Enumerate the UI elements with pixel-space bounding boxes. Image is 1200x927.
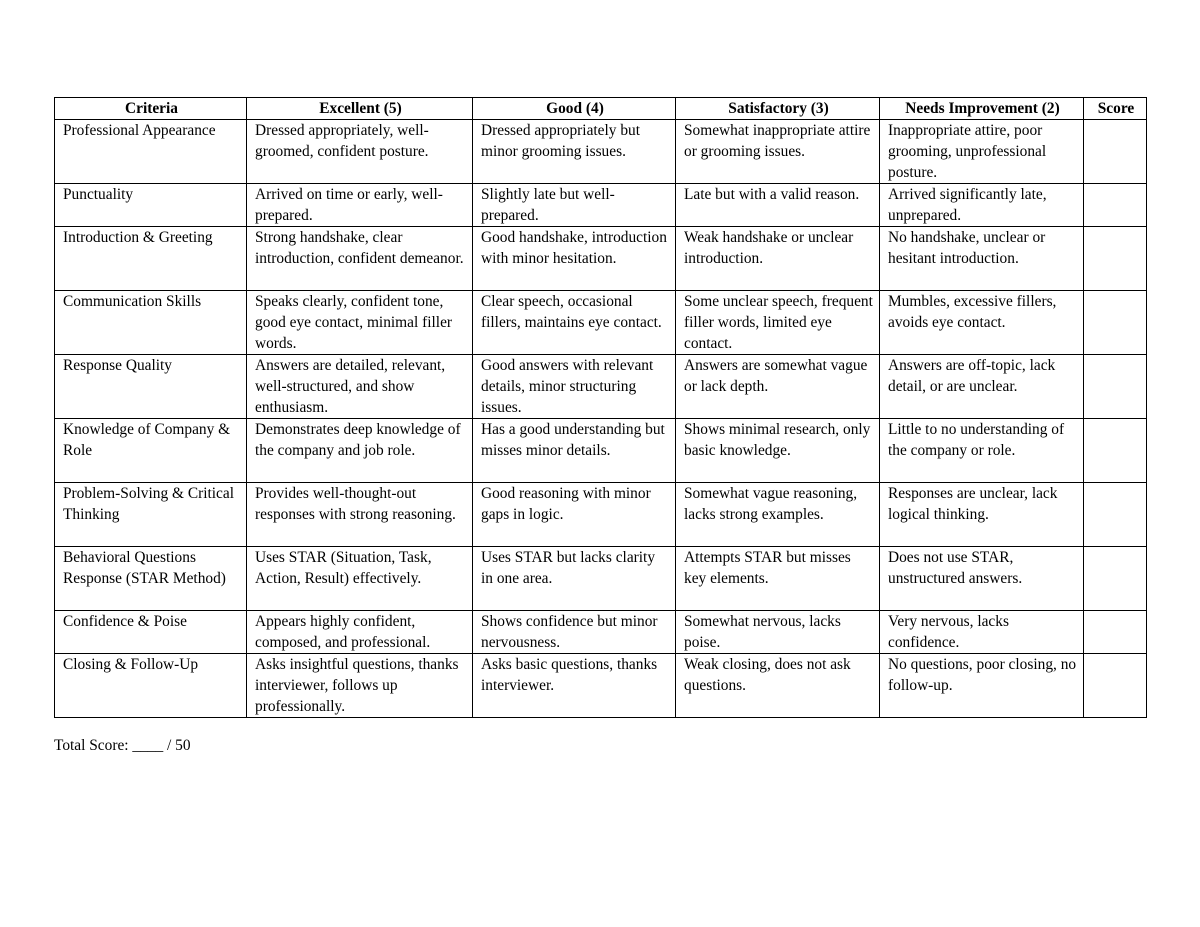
- header-excellent: Excellent (5): [247, 98, 473, 120]
- header-criteria: Criteria: [55, 98, 247, 120]
- excellent-cell: Dressed appropriately, well-groomed, confident posture.: [247, 120, 473, 184]
- criteria-cell: Confidence & Poise: [55, 611, 247, 654]
- needs-improvement-cell: Little to no understanding of the company or role.: [880, 419, 1084, 483]
- table-row: [55, 291, 1147, 355]
- table-row: [55, 483, 1147, 547]
- good-cell: Clear speech, occasional fillers, maintains eye contact.: [473, 291, 676, 355]
- score-cell[interactable]: [1084, 120, 1147, 184]
- score-cell[interactable]: [1084, 355, 1147, 419]
- needs-improvement-cell: Mumbles, excessive fillers, avoids eye contact.: [880, 291, 1084, 355]
- needs-improvement-cell: No handshake, unclear or hesitant introduction.: [880, 227, 1084, 291]
- needs-improvement-cell: Does not use STAR, unstructured answers.: [880, 547, 1084, 611]
- needs-improvement-cell: Very nervous, lacks confidence.: [880, 611, 1084, 654]
- good-cell: Asks basic questions, thanks interviewer.: [473, 654, 676, 718]
- header-score: Score: [1084, 98, 1147, 120]
- needs-improvement-cell: No questions, poor closing, no follow-up.: [880, 654, 1084, 718]
- good-cell: Uses STAR but lacks clarity in one area.: [473, 547, 676, 611]
- criteria-cell: Punctuality: [55, 184, 247, 227]
- score-cell[interactable]: [1084, 611, 1147, 654]
- good-cell: Good handshake, introduction with minor hesitation.: [473, 227, 676, 291]
- table-row: [55, 419, 1147, 483]
- satisfactory-cell: Weak handshake or unclear introduction.: [676, 227, 880, 291]
- score-cell[interactable]: [1084, 291, 1147, 355]
- table-row: [55, 227, 1147, 291]
- needs-improvement-cell: Arrived significantly late, unprepared.: [880, 184, 1084, 227]
- good-cell: Dressed appropriately but minor grooming issues.: [473, 120, 676, 184]
- header-row: [55, 98, 1147, 120]
- score-cell[interactable]: [1084, 419, 1147, 483]
- excellent-cell: Strong handshake, clear introduction, confident demeanor.: [247, 227, 473, 291]
- criteria-cell: Professional Appearance: [55, 120, 247, 184]
- criteria-cell: Response Quality: [55, 355, 247, 419]
- criteria-cell: Problem-Solving & Critical Thinking: [55, 483, 247, 547]
- table-row: [55, 120, 1147, 184]
- satisfactory-cell: Somewhat vague reasoning, lacks strong examples.: [676, 483, 880, 547]
- header-good: Good (4): [473, 98, 676, 120]
- header-needs-improvement: Needs Improvement (2): [880, 98, 1084, 120]
- satisfactory-cell: Attempts STAR but misses key elements.: [676, 547, 880, 611]
- needs-improvement-cell: Responses are unclear, lack logical thinking.: [880, 483, 1084, 547]
- satisfactory-cell: Answers are somewhat vague or lack depth.: [676, 355, 880, 419]
- good-cell: Good answers with relevant details, minor structuring issues.: [473, 355, 676, 419]
- excellent-cell: Demonstrates deep knowledge of the company and job role.: [247, 419, 473, 483]
- excellent-cell: Appears highly confident, composed, and professional.: [247, 611, 473, 654]
- needs-improvement-cell: Answers are off-topic, lack detail, or are unclear.: [880, 355, 1084, 419]
- excellent-cell: Uses STAR (Situation, Task, Action, Result) effectively.: [247, 547, 473, 611]
- excellent-cell: Asks insightful questions, thanks interviewer, follows up professionally.: [247, 654, 473, 718]
- satisfactory-cell: Some unclear speech, frequent filler words, limited eye contact.: [676, 291, 880, 355]
- score-cell[interactable]: [1084, 227, 1147, 291]
- table-row: [55, 611, 1147, 654]
- excellent-cell: Provides well-thought-out responses with strong reasoning.: [247, 483, 473, 547]
- table-row: [55, 184, 1147, 227]
- good-cell: Shows confidence but minor nervousness.: [473, 611, 676, 654]
- table-row: [55, 547, 1147, 611]
- criteria-cell: Knowledge of Company & Role: [55, 419, 247, 483]
- satisfactory-cell: Somewhat inappropriate attire or grooming issues.: [676, 120, 880, 184]
- criteria-cell: Communication Skills: [55, 291, 247, 355]
- satisfactory-cell: Shows minimal research, only basic knowledge.: [676, 419, 880, 483]
- good-cell: Good reasoning with minor gaps in logic.: [473, 483, 676, 547]
- satisfactory-cell: Late but with a valid reason.: [676, 184, 880, 227]
- good-cell: Has a good understanding but misses minor details.: [473, 419, 676, 483]
- satisfactory-cell: Weak closing, does not ask questions.: [676, 654, 880, 718]
- score-cell[interactable]: [1084, 654, 1147, 718]
- header-satisfactory: Satisfactory (3): [676, 98, 880, 120]
- table-row: [55, 355, 1147, 419]
- score-cell[interactable]: [1084, 547, 1147, 611]
- satisfactory-cell: Somewhat nervous, lacks poise.: [676, 611, 880, 654]
- excellent-cell: Arrived on time or early, well-prepared.: [247, 184, 473, 227]
- rubric-table: [54, 97, 1147, 718]
- criteria-cell: Behavioral Questions Response (STAR Method): [55, 547, 247, 611]
- criteria-cell: Introduction & Greeting: [55, 227, 247, 291]
- needs-improvement-cell: Inappropriate attire, poor grooming, unprofessional posture.: [880, 120, 1084, 184]
- total-score: Total Score: ____ / 50: [54, 737, 191, 754]
- table-row: [55, 654, 1147, 718]
- score-cell[interactable]: [1084, 184, 1147, 227]
- score-cell[interactable]: [1084, 483, 1147, 547]
- criteria-cell: Closing & Follow-Up: [55, 654, 247, 718]
- excellent-cell: Answers are detailed, relevant, well-structured, and show enthusiasm.: [247, 355, 473, 419]
- good-cell: Slightly late but well-prepared.: [473, 184, 676, 227]
- excellent-cell: Speaks clearly, confident tone, good eye contact, minimal filler words.: [247, 291, 473, 355]
